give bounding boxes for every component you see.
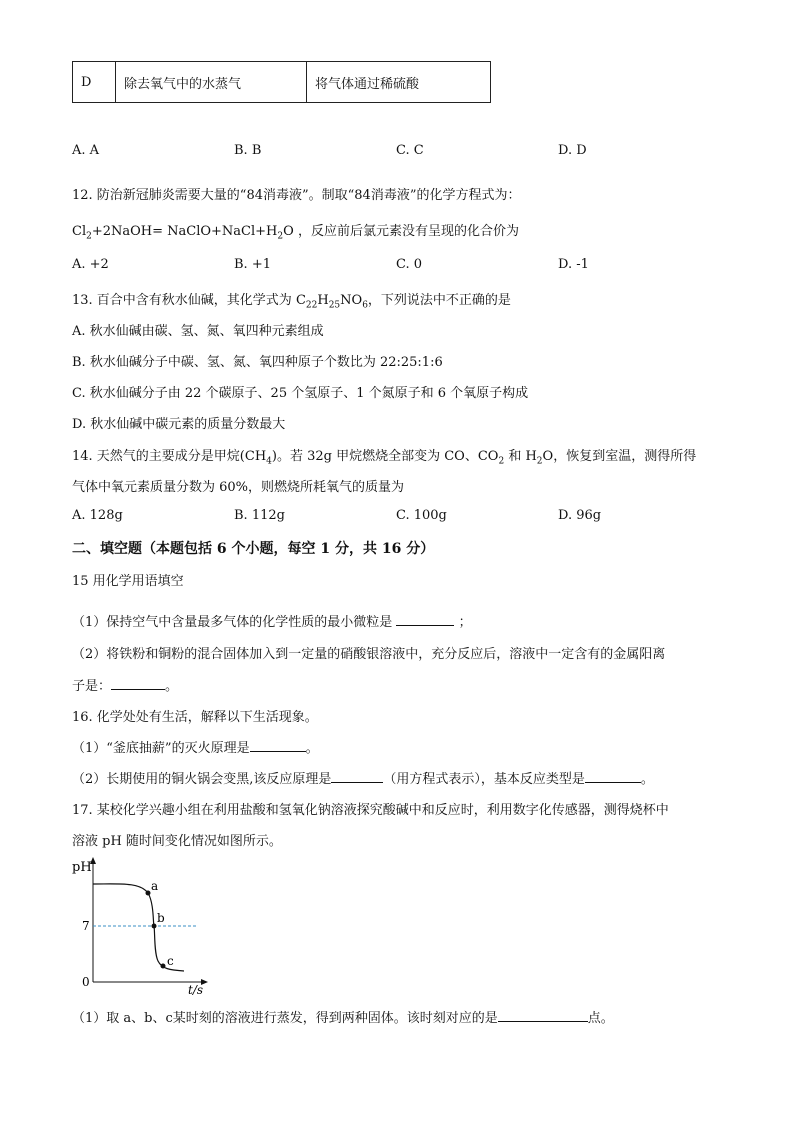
ph-time-chart [70, 855, 220, 995]
q17-stem-line2: 溶液 pH 随时间变化情况如图所示。 [72, 834, 282, 849]
y-tick-label-7: 7 [82, 919, 90, 933]
q16-part2: （2）长期使用的铜火锅会变黑,该反应原理是 （用方程式表示），基本反应类型是 。 [72, 772, 654, 787]
q14-option-c: C. 100g [396, 508, 447, 523]
point-label-a: a [151, 879, 159, 893]
q13-option-b: B. 秋水仙碱分子中碳、氢、氮、氧四种原子个数比为 22:25:1:6 [72, 355, 443, 370]
q15-part2-line1: （2）将铁粉和铜粉的混合固体加入到一定量的硝酸银溶液中，充分反应后，溶液中一定含有的金属阳离 [72, 647, 666, 662]
q11-option-c: C. C [396, 143, 424, 158]
q12-option-d: D. -1 [558, 257, 589, 272]
table-cell-method: 将气体通过稀硫酸 [307, 62, 491, 103]
q12-option-c: C. 0 [396, 257, 423, 272]
q15-part1: （1）保持空气中含量最多气体的化学性质的最小微粒是 ； [72, 615, 472, 630]
options-table [72, 61, 491, 103]
q13-option-d: D. 秋水仙碱中碳元素的质量分数最大 [72, 417, 286, 432]
q12-option-a: A. +2 [72, 257, 109, 272]
q11-option-a: A. A [72, 143, 100, 158]
section-heading: 二、填空题（本题包括 6 个小题，每空 1 分，共 16 分） [72, 541, 435, 557]
q13-stem: 13. 百合中含有秋水仙碱，其化学式为 $C_{22}H_{25}NO_6$，下列说法中不正确的是 [72, 293, 511, 311]
q11-option-b: B. B [234, 143, 262, 158]
point-a [146, 891, 151, 896]
q12-option-b: B. +1 [234, 257, 271, 272]
q13-option-a: A. 秋水仙碱由碳、氢、氮、氧四种元素组成 [72, 324, 324, 339]
q14-stem-line2: 气体中氧元素质量分数为 60%，则燃烧所耗氧气的质量为 [72, 480, 405, 495]
table-cell-letter: D [73, 62, 116, 103]
answer-blank[interactable] [396, 613, 454, 626]
q15-stem: 15 用化学用语填空 [72, 574, 184, 589]
y-axis-label: pH [72, 860, 92, 875]
point-label-c: c [167, 954, 174, 968]
answer-blank[interactable] [585, 770, 641, 783]
q15-part2-line2: 子是： 。 [72, 679, 179, 694]
q16-part1: （1）“釜底抽薪”的灭火原理是 。 [72, 741, 319, 756]
answer-blank[interactable] [331, 770, 383, 783]
answer-blank[interactable] [250, 739, 306, 752]
x-axis-label: t/s [188, 983, 204, 995]
q16-stem: 16. 化学处处有生活，解释以下生活现象。 [72, 710, 318, 725]
q14-option-a: A. 128g [72, 508, 123, 523]
q12-stem: 12. 防治新冠肺炎需要大量的“84消毒液”。制取“84消毒液”的化学方程式为： [72, 188, 521, 203]
table-cell-purpose: 除去氧气中的水蒸气 [116, 62, 307, 103]
q14-option-d: D. 96g [558, 508, 602, 523]
point-label-b: b [157, 911, 165, 925]
q11-option-d: D. D [558, 143, 587, 158]
point-b [152, 924, 157, 929]
y-tick-label-0: 0 [82, 975, 90, 989]
q17-part1: （1）取 a、b、c某时刻的溶液进行蒸发，得到两种固体。该时刻对应的是 点。 [72, 1011, 614, 1026]
point-c [161, 964, 166, 969]
q12-equation: $Cl_2+2NaOH=$ $NaClO+NaCl+H_2O$ ，反应前后氯元素没有呈现的化合价为 [72, 224, 519, 242]
answer-blank[interactable] [111, 677, 165, 690]
q13-option-c: C. 秋水仙碱分子由 22 个碳原子、25 个氢原子、1 个氮原子和 6 个氧原子构成 [72, 386, 529, 401]
q14-stem-line1: 14. 天然气的主要成分是甲烷$(CH_4)$。若 32g 甲烷燃烧全部变为 CO、$CO_2$ 和 $H_2O$，恢复到室温，测得所得 [72, 449, 697, 467]
answer-blank[interactable] [498, 1009, 588, 1022]
q14-option-b: B. 112g [234, 508, 285, 523]
table-row [73, 62, 491, 103]
q17-stem-line1: 17. 某校化学兴趣小组在利用盐酸和氢氧化钠溶液探究酸碱中和反应时，利用数字化传感器，测得烧杯中 [72, 803, 669, 818]
